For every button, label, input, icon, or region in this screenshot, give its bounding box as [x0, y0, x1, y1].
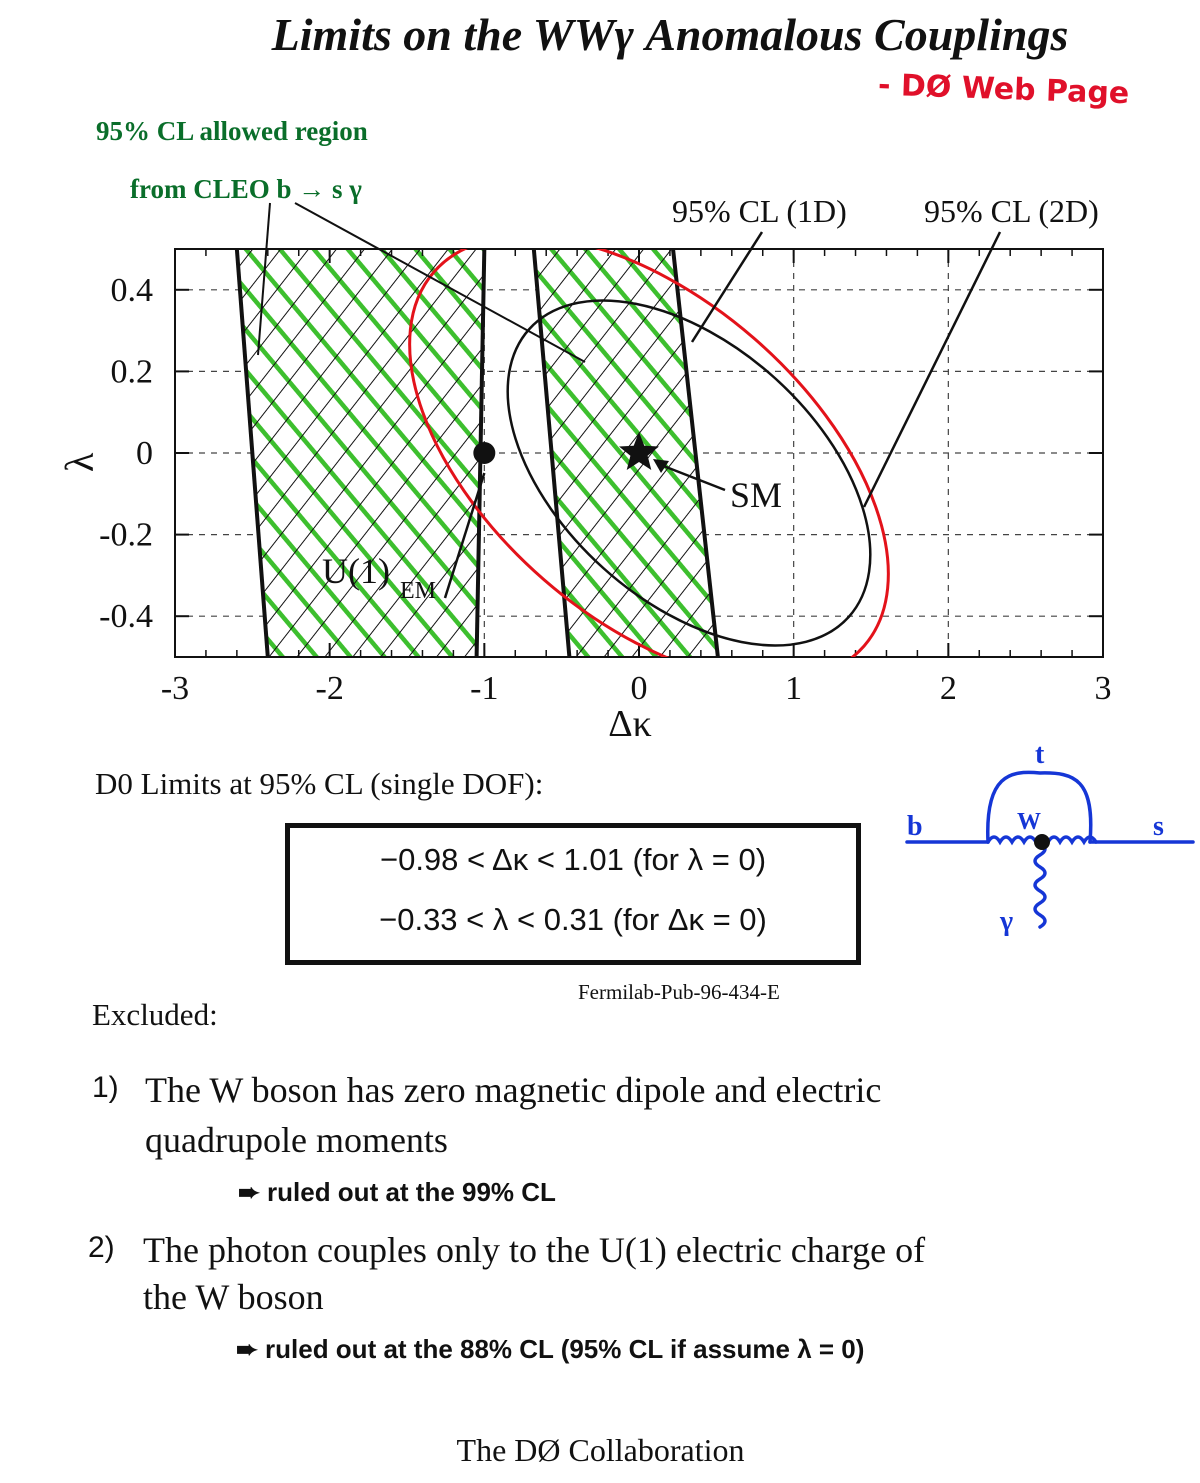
feynman-diagram: [895, 735, 1200, 945]
handwritten-note: - DØ Web Page: [877, 67, 1130, 112]
y-tick-label: 0.2: [110, 353, 153, 391]
page-title: Limits on the WWγ Anomalous Couplings: [271, 9, 1069, 60]
contour-2d-label: 95% CL (2D): [924, 193, 1099, 229]
item-2-line1: The photon couples only to the U(1) electric charge of: [143, 1230, 926, 1270]
contour-2d-pointer: [864, 232, 1000, 507]
sm-label: SM: [730, 475, 783, 515]
u1-label: U(1): [322, 551, 390, 591]
item-2-result: ➨ ruled out at the 88% CL (95% CL if assume λ = 0): [236, 1334, 865, 1364]
item-1-result: ➨ ruled out at the 99% CL: [238, 1177, 556, 1207]
cleo-band-hatch-1: [237, 249, 484, 657]
item-1-result-text: ruled out at the 99% CL: [267, 1177, 556, 1207]
cleo-label-line2: from CLEO b → s γ: [130, 174, 362, 204]
x-tick-label: 2: [939, 670, 957, 707]
w-label: W: [1017, 809, 1041, 835]
item-2-line2: the W boson: [143, 1277, 324, 1317]
u1-subscript: EM: [400, 578, 436, 604]
footer-collaboration: The DØ Collaboration: [456, 1432, 745, 1468]
s-label: s: [1153, 811, 1164, 842]
photon-line: [1035, 843, 1045, 927]
item-2-result-text: ruled out at the 88% CL (95% CL if assume λ = 0): [265, 1334, 865, 1364]
y-tick-label: 0.4: [110, 271, 153, 309]
limit-lambda: −0.33 < λ < 0.31 (for Δκ = 0): [379, 902, 767, 937]
x-tick-label: -3: [160, 670, 190, 707]
b-label: b: [907, 811, 923, 842]
x-tick-label: 3: [1094, 670, 1112, 707]
y-axis-label: λ: [57, 452, 102, 472]
x-axis-label: Δκ: [608, 703, 652, 745]
x-tick-label: 1: [785, 670, 803, 707]
y-tick-label: 0: [136, 435, 153, 472]
limits-heading: D0 Limits at 95% CL (single DOF):: [95, 766, 544, 801]
x-tick-label: -1: [470, 670, 499, 707]
t-label: t: [1035, 739, 1045, 770]
u1-point: [473, 442, 495, 464]
x-tick-label: 0: [630, 670, 648, 707]
limit-kappa: −0.98 < Δκ < 1.01 (for λ = 0): [379, 842, 767, 877]
x-tick-label: -2: [315, 670, 344, 707]
y-tick-label: -0.4: [99, 598, 153, 636]
item-2-number: 2): [88, 1231, 115, 1264]
item-1-line1: The W boson has zero magnetic dipole and electric: [145, 1070, 882, 1110]
y-tick-label: -0.2: [99, 516, 153, 554]
item-1-number: 1): [92, 1071, 119, 1104]
cleo-label-line1: 95% CL allowed region: [96, 116, 368, 146]
gamma-label: γ: [1000, 906, 1014, 937]
item-1-line2: quadrupole moments: [145, 1120, 448, 1160]
reference: Fermilab-Pub-96-434-E: [578, 980, 780, 1004]
vertex-dot: [1034, 834, 1050, 850]
contour-1d-label: 95% CL (1D): [672, 193, 847, 229]
limits-box: [285, 823, 861, 965]
excluded-heading: Excluded:: [92, 997, 218, 1032]
